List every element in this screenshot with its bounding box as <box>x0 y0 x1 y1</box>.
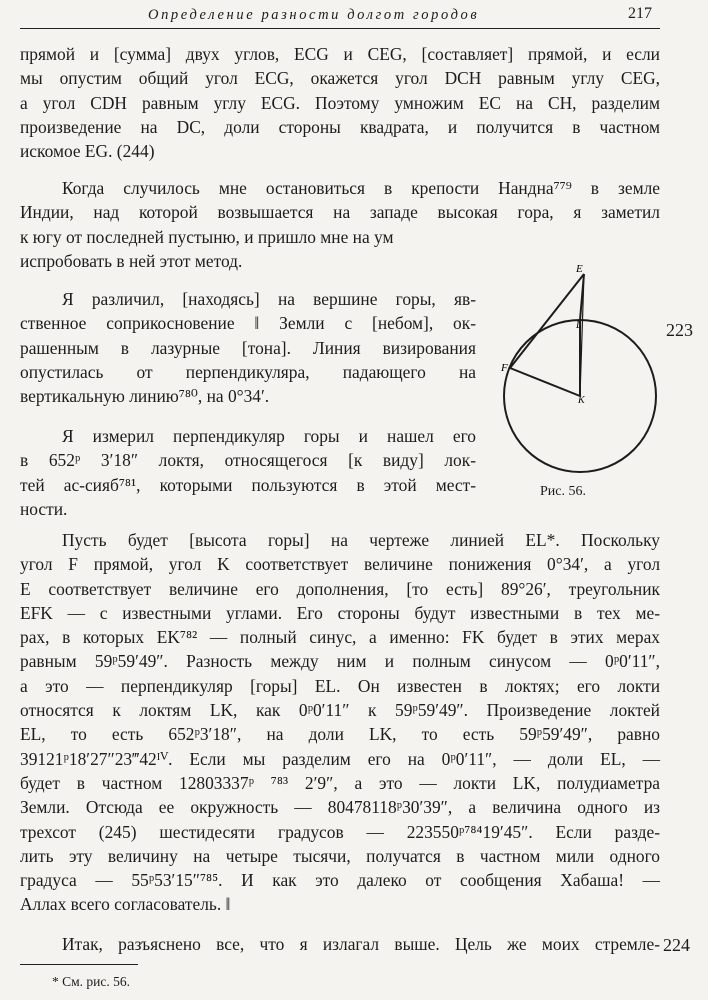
margin-number: 223 <box>666 320 693 340</box>
text-line: рашенным в лазурные [тона]. Линия визирования <box>20 337 476 358</box>
text-line: прямой и [сумма] двух углов, ECG и CEG, [составляет] прямой, и если <box>20 44 660 64</box>
footnote: * См. рис. 56. <box>52 974 131 989</box>
text-line: градуса — 55ᵖ53′15″⁷⁸⁵. И как это далеко от сообщения Хабаша! — <box>20 870 660 891</box>
text-line: а это — перпендикуляр [горы] EL. Он известен в локтях; его локти <box>20 675 660 696</box>
text-line: опустилась от перпендикуляра, падающего на <box>20 361 476 382</box>
text-line: ности. <box>20 498 68 519</box>
paragraph-2 <box>20 176 660 225</box>
text-line: Я измерил перпендикуляр горы и нашел его <box>62 426 476 446</box>
figure-56 <box>496 258 666 498</box>
text-line: Земли. Отсюда ее окружность — 80478118ᵖ30′39″, а величина одного из <box>20 797 660 818</box>
text-line: EFK — с известными углами. Его стороны будут известными в тех ме- <box>20 602 660 623</box>
text-line: Индии, над которой возвышается на западе высокая гора, я заметил <box>20 202 660 223</box>
text-line: произведение на DC, доли стороны квадрата, и получится в частном <box>20 116 660 137</box>
text-line: угол F прямой, угол K соответствует величине понижения 0°34′, а угол <box>20 554 660 575</box>
paragraph-4 <box>20 424 476 521</box>
footnote-divider <box>20 964 138 965</box>
text-line: Итак, разъяснено все, что я излагал выше. Цель же моих стремле- <box>62 934 660 954</box>
text-line: рах, в которых EK⁷⁸² — полный синус, а именно: FK будет в этих мерах <box>20 627 660 648</box>
text-line: ственное соприкосновение ‖ Земли с [небом], ок- <box>20 313 476 334</box>
label-k: K <box>578 395 585 406</box>
label-f: F <box>501 362 508 374</box>
paragraph-2-continued <box>20 225 476 274</box>
label-l: L <box>576 320 582 331</box>
text-line: трехсот (245) шестидесяти градусов — 223550ᵖ⁷⁸⁴19′45″. Если разде- <box>20 821 660 842</box>
margin-number: 224 <box>663 935 690 955</box>
text-line: искомое EG. (244) <box>20 141 155 162</box>
text-line: EL, то есть 652ᵖ3′18″, на доли LK, то есть 59ᵖ59′49″, равно <box>20 724 660 745</box>
text-line: к югу от последней пустыню, и пришло мне на ум <box>20 226 394 247</box>
text-line: Пусть будет [высота горы] на чертеже линией EL*. Поскольку <box>62 530 660 550</box>
text-line: испробовать в ней этот метод. <box>20 250 243 271</box>
text-line: тей ас-сияб⁷⁸¹, которыми пользуются в этой мест- <box>20 474 476 495</box>
text-line: 39121ᵖ18′27″23‴42ᴵⱽ. Если мы разделим его на 0ᵖ0′11″, — доли EL, — <box>20 748 660 769</box>
text-line: мы опустим общий угол ECG, окажется угол DCH равным углу CEG, <box>20 68 660 89</box>
paragraph-5 <box>20 528 660 917</box>
text-line: относятся к локтям LK, как 0ᵖ0′11″ к 59ᵖ59′49″. Произведение локтей <box>20 700 660 721</box>
text-line: в 652ᵖ 3′18″ локтя, относящегося [к виду] лок- <box>20 450 476 471</box>
text-line: лить эту величину на четыре тысячи, получатся в частном мили одного <box>20 845 660 866</box>
text-line: E соответствует величине его дополнения, [то есть] 89°26′, треугольник <box>20 578 660 599</box>
text-line: равным 59ᵖ59′49″. Разность между ним и полным синусом — 0ᵖ0′11″, <box>20 651 660 672</box>
line-fk <box>510 368 580 396</box>
paragraph-6 <box>20 932 660 956</box>
text-line: будет в частном 12803337ᵖ ⁷⁸³ 2′9″, а это — локти LK, полудиаметра <box>20 772 660 793</box>
header-title: Определение разности долгот городов <box>148 7 480 23</box>
geometry-diagram <box>496 258 666 478</box>
paragraph-3 <box>20 287 476 408</box>
text-line: Аллах всего согласователь. ‖ <box>20 894 231 915</box>
paragraph-1 <box>20 42 660 163</box>
figure-caption: Рис. 56. <box>540 484 586 499</box>
text-line: а угол CDH равным углу ECG. Поэтому умножим EC на CH, разделим <box>20 92 660 113</box>
text-line: вертикальную линию⁷⁸⁰, на 0°34′. <box>20 386 270 407</box>
running-header <box>20 4 660 29</box>
page-number: 217 <box>628 5 652 22</box>
label-e: E <box>576 263 583 275</box>
text-line: Я различил, [находясь] на вершине горы, яв- <box>62 289 476 309</box>
text-line: Когда случилось мне остановиться в крепости Нандна⁷⁷⁹ в земле <box>62 178 660 198</box>
